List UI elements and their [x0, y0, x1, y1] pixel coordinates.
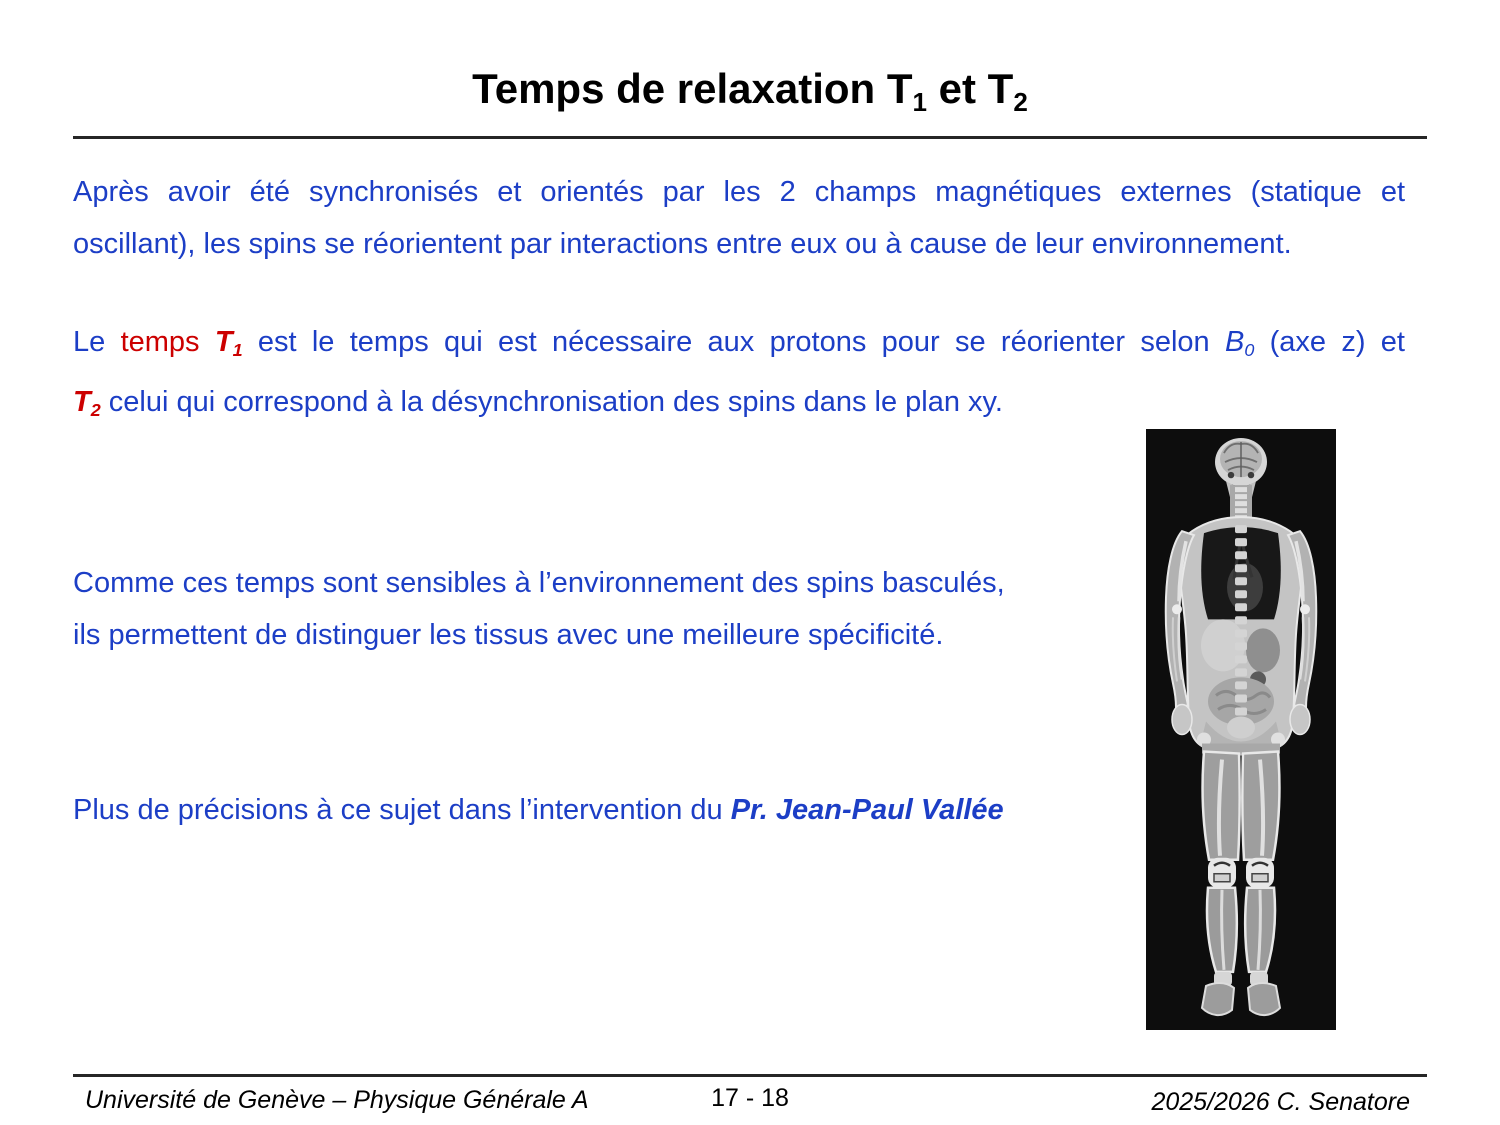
- b0-symbol: B: [1224, 326, 1245, 358]
- t1-symbol: T: [214, 326, 233, 358]
- title-subscript-1: 1: [912, 86, 927, 117]
- title-text-2: et T: [927, 65, 1014, 112]
- footer-author-year: 2025/2026 C. Senatore: [1151, 1088, 1410, 1116]
- paragraph-sensitivity-line-1: Comme ces temps sont sensibles à l’environnement des spins basculés,: [73, 567, 1005, 599]
- footer-institution: Université de Genève – Physique Générale A: [85, 1086, 589, 1114]
- text-segment: Plus de précisions à ce sujet dans l’intervention du: [73, 794, 731, 826]
- t2-subscript: 2: [90, 400, 101, 421]
- paragraph-t1-t2: [73, 316, 1405, 436]
- t2-symbol: T: [73, 386, 91, 419]
- paragraph-intro: [73, 166, 1405, 270]
- text-segment-red: temps: [120, 326, 215, 358]
- paragraph-t1-t2-line-2: [73, 376, 1405, 436]
- title-subscript-2: 2: [1013, 86, 1028, 117]
- footer-rule: [73, 1074, 1427, 1077]
- text-segment: est le temps qui est nécessaire aux protons pour se réorienter selon: [242, 326, 1225, 358]
- text-segment: celui qui correspond à la désynchronisation des spins dans le plan xy.: [100, 386, 1003, 419]
- title-text: Temps de relaxation T: [472, 65, 913, 112]
- page-title: [0, 64, 1500, 118]
- paragraph-t1-t2-line-1: [73, 316, 1405, 376]
- professor-name: Pr. Jean-Paul Vallée: [730, 794, 1004, 826]
- title-underline: [73, 136, 1427, 139]
- b0-subscript: 0: [1244, 340, 1255, 361]
- text-segment: (axe z) et: [1254, 326, 1405, 358]
- t1-subscript: 1: [232, 340, 243, 361]
- mri-figure: [1146, 429, 1336, 1030]
- paragraph-intro-line-2: oscillant), les spins se réorientent par interactions entre eux ou à cause de leur environnement.: [73, 228, 1292, 260]
- whole-body-mri-image: [1146, 429, 1336, 1030]
- paragraph-sensitivity-line-2: ils permettent de distinguer les tissus avec une meilleure spécificité.: [73, 619, 944, 651]
- page-number: 17 - 18: [711, 1084, 789, 1112]
- paragraph-intro-line-1: Après avoir été synchronisés et orientés par les 2 champs magnétiques externes (statique et: [73, 176, 1405, 208]
- text-segment: Le: [73, 326, 121, 358]
